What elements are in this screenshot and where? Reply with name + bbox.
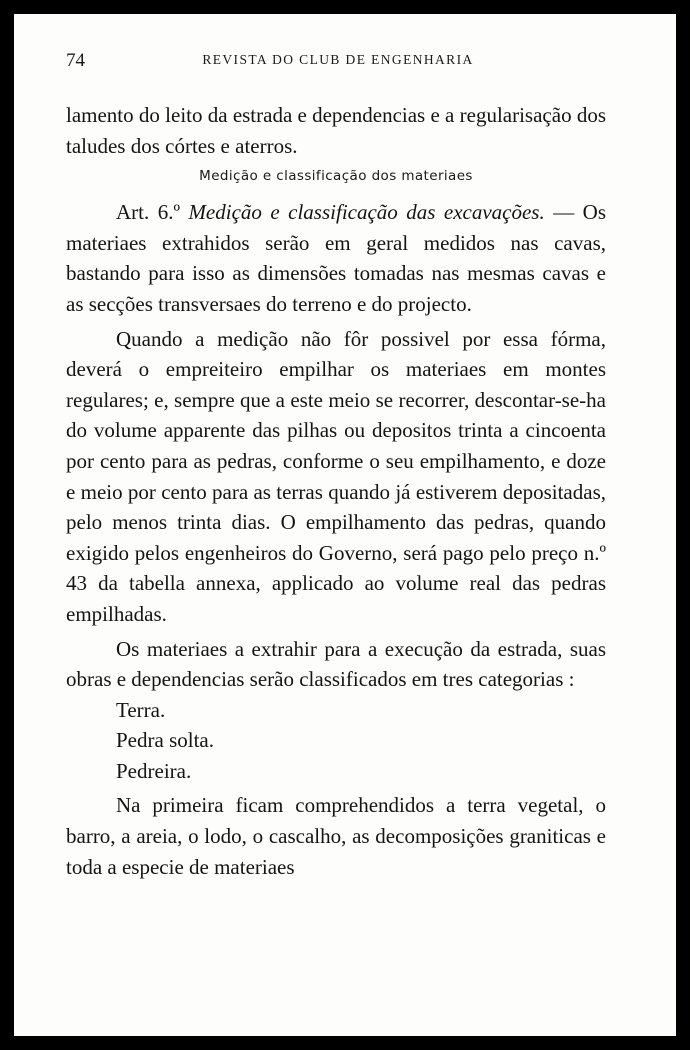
- list-item: Terra.: [116, 697, 166, 722]
- page-body: [66, 100, 606, 882]
- continuation-paragraph: lamento do leito da estrada e dependencias e a regularisação dos taludes dos córtes e aterros.: [66, 103, 606, 158]
- list-item: Pedra solta.: [116, 728, 214, 753]
- paragraph-classification: Os materiaes a extrahir para a execução da estrada, suas obras e dependencias serão classificados em tres categorias :: [66, 636, 606, 692]
- paragraph-first-category: Na primeira ficam comprehendidos a terra vegetal, o barro, a areia, o lodo, o cascalho, as decomposições graniticas e toda a especie de materiaes: [66, 793, 606, 879]
- book-page: [14, 14, 676, 1036]
- article-dash: —: [544, 200, 575, 225]
- section-heading: Medição e classificação dos materiaes: [199, 168, 473, 185]
- article-text: Os materiaes extrahidos serão em geral medidos nas cavas, bastando para isso as dimensões tomadas nas mesmas cavas e as secções transversaes do terreno e do projecto.: [66, 200, 607, 316]
- article-title: Medição e classificação das excavações.: [188, 200, 545, 225]
- running-title: REVISTA DO CLUB DE ENGENHARIA: [202, 52, 474, 67]
- category-list: [66, 695, 606, 787]
- page-header: [66, 50, 610, 76]
- page-number: 74: [66, 50, 85, 71]
- paragraph-measurement: Quando a medição não fôr possivel por essa fórma, deverá o empreiteiro empilhar os materiaes em montes regulares; e, sempre que a este meio se recorrer, descontar-se-ha do volume apparente das pilhas ou depositos trinta a cincoenta por cento para as pedras, conforme o seu empilhamento, e doze e meio por cento para as terras quando já estiverem depositadas, pelo menos trinta dias. O empilhamento das pedras, quando exigido pelos engenheiros do Governo, será pago pelo preço n.º 43 da tabella annexa, applicado ao volume real das pedras empilhadas.: [66, 326, 606, 626]
- article-paragraph: [66, 197, 606, 319]
- article-label: Art. 6.º: [116, 200, 180, 225]
- list-item: Pedreira.: [116, 758, 192, 783]
